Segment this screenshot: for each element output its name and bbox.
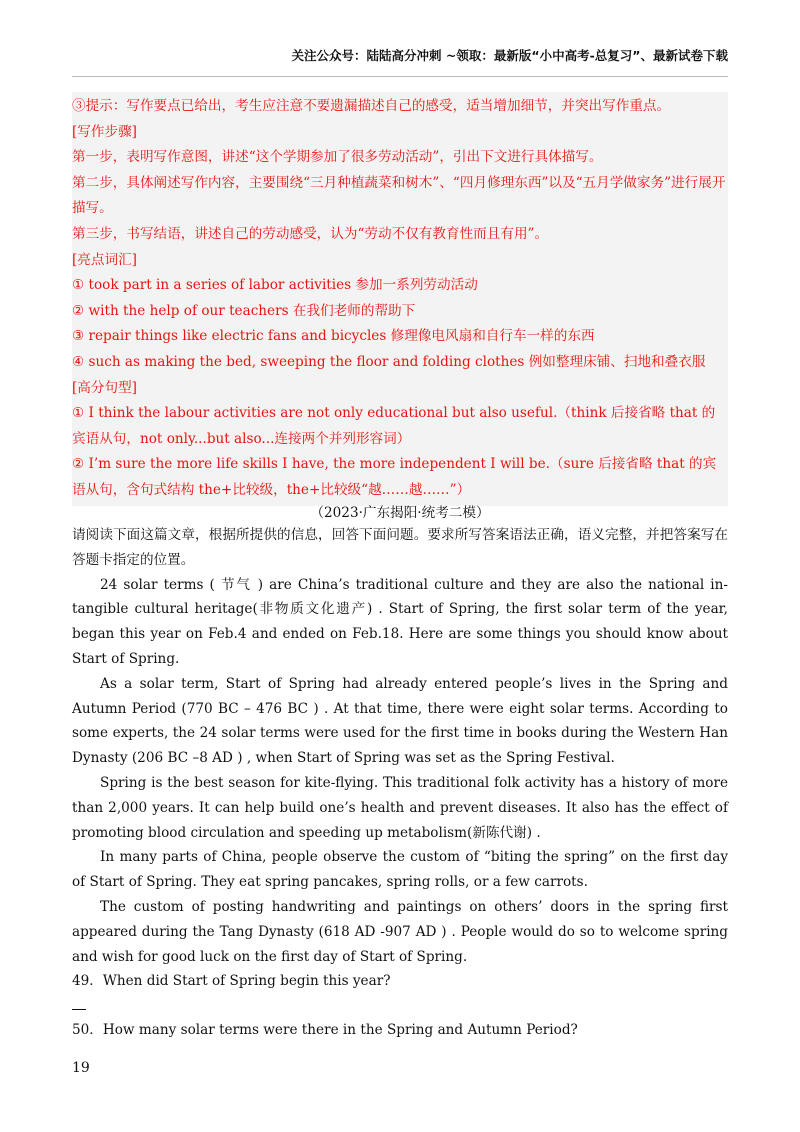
question-50: 50．How many solar terms were there in the Spring and Autumn Period? — [72, 1022, 578, 1039]
question-49: 49．When did Start of Spring begin this year? — [72, 973, 391, 990]
instruction: 请阅读下面这篇文章，根据所提供的信息，回答下面问题。要求所写答案语法正确，语义完整，并把答案写在答题卡指定的位置。 — [72, 527, 728, 568]
writing-tips-box — [72, 92, 728, 506]
exam-source: （2023·广东揭阳·统考二模） — [310, 505, 490, 521]
tip-line: [高分句型] — [72, 379, 137, 396]
passage-paragraph: 24 solar terms ( 节气 ) are China’s traditional culture and they are also the national in-tangible cultural heritage(非物质文化遗产) . Start of Spring, the first solar term of the year, began this year on Feb.4 and ended on Feb.18. Here are some things you should know about Start of Spring. — [72, 576, 728, 667]
reading-passage — [72, 523, 728, 1043]
tip-line: [写作步骤] — [72, 123, 137, 140]
passage-paragraph: In many parts of China, people observe the custom of “biting the spring” on the first day of Start of Spring. They eat spring pancakes, spring rolls, or a few carrots. — [72, 849, 728, 891]
tip-line: 第三步，书写结语，讲述自己的劳动感受，认为“劳动不仅有教育性而且有用”。 — [72, 225, 549, 242]
tip-line: 第一步，表明写作意图，讲述“这个学期参加了很多劳动活动”，引出下文进行具体描写。 — [72, 149, 603, 166]
tip-line: ① I think the labour activities are not only educational but also useful.（think 后接省略 that 的宾语从句，not only...but also...连接两个并列形容词） — [72, 405, 716, 447]
passage-paragraph: The custom of posting handwriting and paintings on others’ doors in the spring first appeared during the Tang Dynasty (618 AD -907 AD ) . People would do so to welcome spring and wish for good luck on the first day of Start of Spring. — [72, 898, 728, 965]
passage-paragraph: As a solar term, Start of Spring had already entered people’s lives in the Spring and Autumn Period (770 BC – 476 BC ) . At that time, there were eight solar terms. According to some experts, the 24 solar terms were used for the first time in books during the Western Han Dynasty (206 BC –8 AD ) , when Start of Spring was set as the Spring Festival. — [72, 675, 728, 767]
tip-line: 第二步，具体阐述写作内容，主要围绕“三月种植蔬菜和树木”、“四月修理东西”以及“五月学做家务”进行展开描写。 — [72, 174, 726, 217]
page-number: 19 — [72, 1060, 90, 1076]
page-header: 关注公众号：陆陆高分冲刺 ~领取：最新版“小中高考-总复习”、最新试卷下载 — [291, 48, 728, 63]
header-divider — [72, 76, 728, 77]
tip-line: ② with the help of our teachers 在我们老师的帮助下 — [72, 302, 416, 319]
tip-line: ③提示：写作要点已给出，考生应注意不要遗漏描述自己的感受，适当增加细节，并突出写作重点。 — [72, 98, 671, 114]
answer-blank[interactable] — [72, 1009, 86, 1010]
passage-paragraph: Spring is the best season for kite-flying. This traditional folk activity has a history of more than 2,000 years. It can help build one’s health and prevent diseases. It also has the effect of promoting blood circulation and speeding up metabolism(新陈代谢) . — [72, 774, 728, 841]
tip-line: ② I’m sure the more life skills I have, the more independent I will be.（sure 后接省略 that 的宾语从句，含句式结构 the+比较级，the+比较级“越……越……”） — [72, 456, 717, 498]
tip-line: ④ such as making the bed, sweeping the floor and folding clothes 例如整理床铺、扫地和叠衣服 — [72, 353, 706, 370]
tip-line: ① took part in a series of labor activities 参加一系列劳动活动 — [72, 277, 478, 294]
tip-line: ③ repair things like electric fans and bicycles 修理像电风扇和自行车一样的东西 — [72, 328, 595, 345]
tip-line: [亮点词汇] — [72, 251, 137, 268]
